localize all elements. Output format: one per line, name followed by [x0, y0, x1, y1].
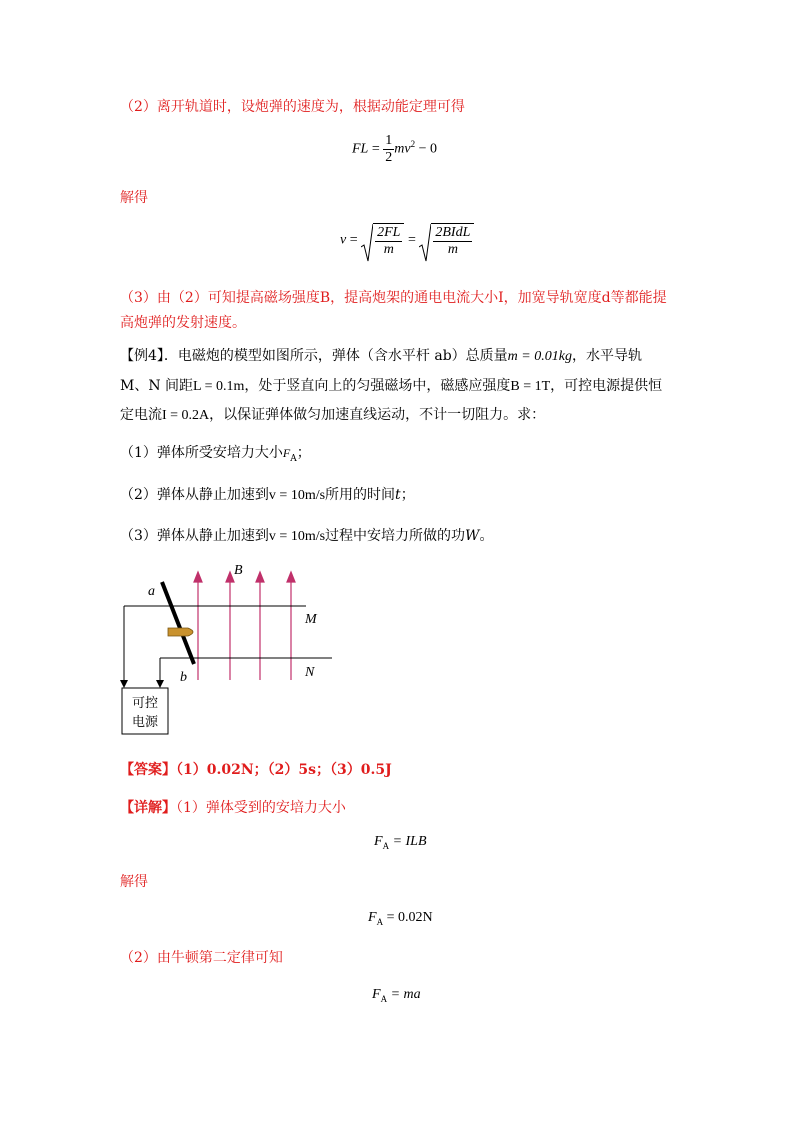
ex-l3-b: ，以保证弹体做匀加速直线运动，不计一切阻力。求： — [209, 407, 546, 423]
part3-line2: 高炮弹的发射速度。 — [120, 315, 246, 331]
q1-F: F — [282, 446, 291, 460]
ex-l2-b: ，处于竖直向上的匀强磁场中，磁感应强度 — [244, 378, 511, 394]
equation-newton — [372, 987, 421, 1003]
q3-v: v = 10m/s — [268, 529, 326, 544]
part2-text: （2）离开轨道时，设炮弹的速度为，根据动能定理可得 — [120, 99, 465, 115]
ex-l3-a: 定电流 — [120, 407, 162, 423]
ex-l2-B: B = 1T — [510, 379, 551, 394]
question-2 — [120, 485, 415, 506]
wire-N-arrow — [156, 680, 164, 688]
eq2-equals: = — [346, 232, 362, 248]
eq1-fraction — [383, 133, 394, 166]
answer-line — [120, 760, 392, 780]
rod-ab — [162, 582, 194, 664]
eq1-lhs: FL — [352, 141, 369, 157]
railgun-diagram — [110, 560, 350, 740]
eq2-lhs: v — [340, 232, 347, 248]
ex-l1-m: m = 0.01kg — [507, 349, 572, 364]
eq1-den: 2 — [385, 150, 393, 165]
answer-tag: 【答案】 — [120, 762, 176, 778]
eq2-num2: 2BIdL — [435, 225, 471, 240]
equation-ampere-force — [374, 834, 427, 850]
source-label-2: 电源 — [131, 715, 159, 730]
equation-force-value — [368, 910, 433, 926]
eq2-num1: 2FL — [377, 225, 401, 240]
q3-c: 。 — [479, 528, 494, 544]
wire-M-arrow — [120, 680, 128, 688]
detail-line — [120, 798, 346, 818]
source-label-1: 可控 — [131, 696, 159, 711]
solve-label-1: 解得 — [120, 190, 148, 206]
eq2-den2: m — [447, 242, 458, 257]
q3-b: 过程中安培力所做的功 — [325, 528, 466, 544]
eq3-F: F — [374, 834, 383, 849]
q2-c: ； — [400, 487, 415, 503]
part2b-text: （2）由牛顿第二定律可知 — [120, 950, 283, 966]
example-line2 — [120, 376, 662, 397]
detail-tag: 【详解】 — [120, 800, 176, 816]
eq1-num: 1 — [385, 133, 393, 148]
eq5-rhs: = ma — [387, 987, 421, 1002]
label-a: a — [148, 584, 155, 599]
q2-a: （2）弹体从静止加速到 — [120, 487, 269, 503]
label-M: M — [305, 612, 317, 627]
q1-a: （1）弹体所受安培力大小 — [120, 445, 283, 461]
part3-line1: （3）由（2）可知提高磁场强度B，提高炮架的通电电流大小I，加宽导轨宽度d等都能提 — [120, 290, 667, 306]
q2-v: v = 10m/s — [268, 488, 326, 503]
ex-l2-c: ，可控电源提供恒 — [550, 378, 663, 394]
eq1-sup: 2 — [410, 139, 416, 150]
eq1-tail: − 0 — [415, 141, 437, 157]
q2-b: 所用的时间 — [325, 487, 396, 503]
question-1 — [120, 443, 311, 465]
radical-sign-2 — [419, 223, 431, 263]
eq1-equals: = — [368, 141, 384, 157]
eq4-rhs: = 0.02N — [383, 910, 433, 925]
eq4-sub: A — [376, 917, 384, 927]
equation-velocity — [340, 223, 474, 258]
question-3 — [120, 526, 493, 547]
q3-W: W — [465, 528, 480, 544]
ex-l1-a: 【例4】．电磁炮的模型如图所示，弹体（含水平杆 ab）总质量 — [120, 348, 508, 364]
magnetic-field-lines — [194, 572, 295, 680]
equation-kinetic-energy — [352, 133, 437, 166]
q1-sub: A — [290, 454, 297, 464]
q3-a: （3）弹体从静止加速到 — [120, 528, 269, 544]
sqrt-2 — [419, 223, 474, 258]
eq2-equals-2: = — [404, 232, 420, 248]
eq4-F: F — [368, 910, 377, 925]
projectile-icon — [168, 628, 193, 636]
example-line3 — [120, 405, 545, 426]
eq1-rhs: mv — [394, 141, 411, 157]
label-B: B — [234, 563, 243, 578]
ex-l1-b: ，水平导轨 — [571, 348, 642, 364]
eq5-F: F — [372, 987, 381, 1002]
eq5-sub: A — [380, 994, 388, 1004]
example-line1 — [120, 346, 642, 367]
q2-t: t — [395, 487, 401, 503]
eq2-den1: m — [383, 242, 394, 257]
eq3-sub: A — [382, 841, 390, 851]
ex-l2-a: M、N 间距 — [120, 378, 194, 394]
detail-text: （1）弹体受到的安培力大小 — [176, 800, 346, 816]
solve-label-2: 解得 — [120, 874, 148, 890]
eq3-rhs: = ILB — [389, 834, 427, 849]
ex-l2-L: L = 0.1m — [193, 379, 245, 394]
ex-l3-I: I = 0.2A — [162, 408, 210, 423]
label-N: N — [305, 665, 315, 680]
sqrt-1 — [361, 223, 404, 258]
label-b: b — [180, 670, 187, 685]
answer-text: （1）0.02N；（2）5s；（3）0.5J — [176, 762, 392, 778]
radical-sign-1 — [361, 223, 373, 263]
q1-b: ； — [296, 445, 311, 461]
